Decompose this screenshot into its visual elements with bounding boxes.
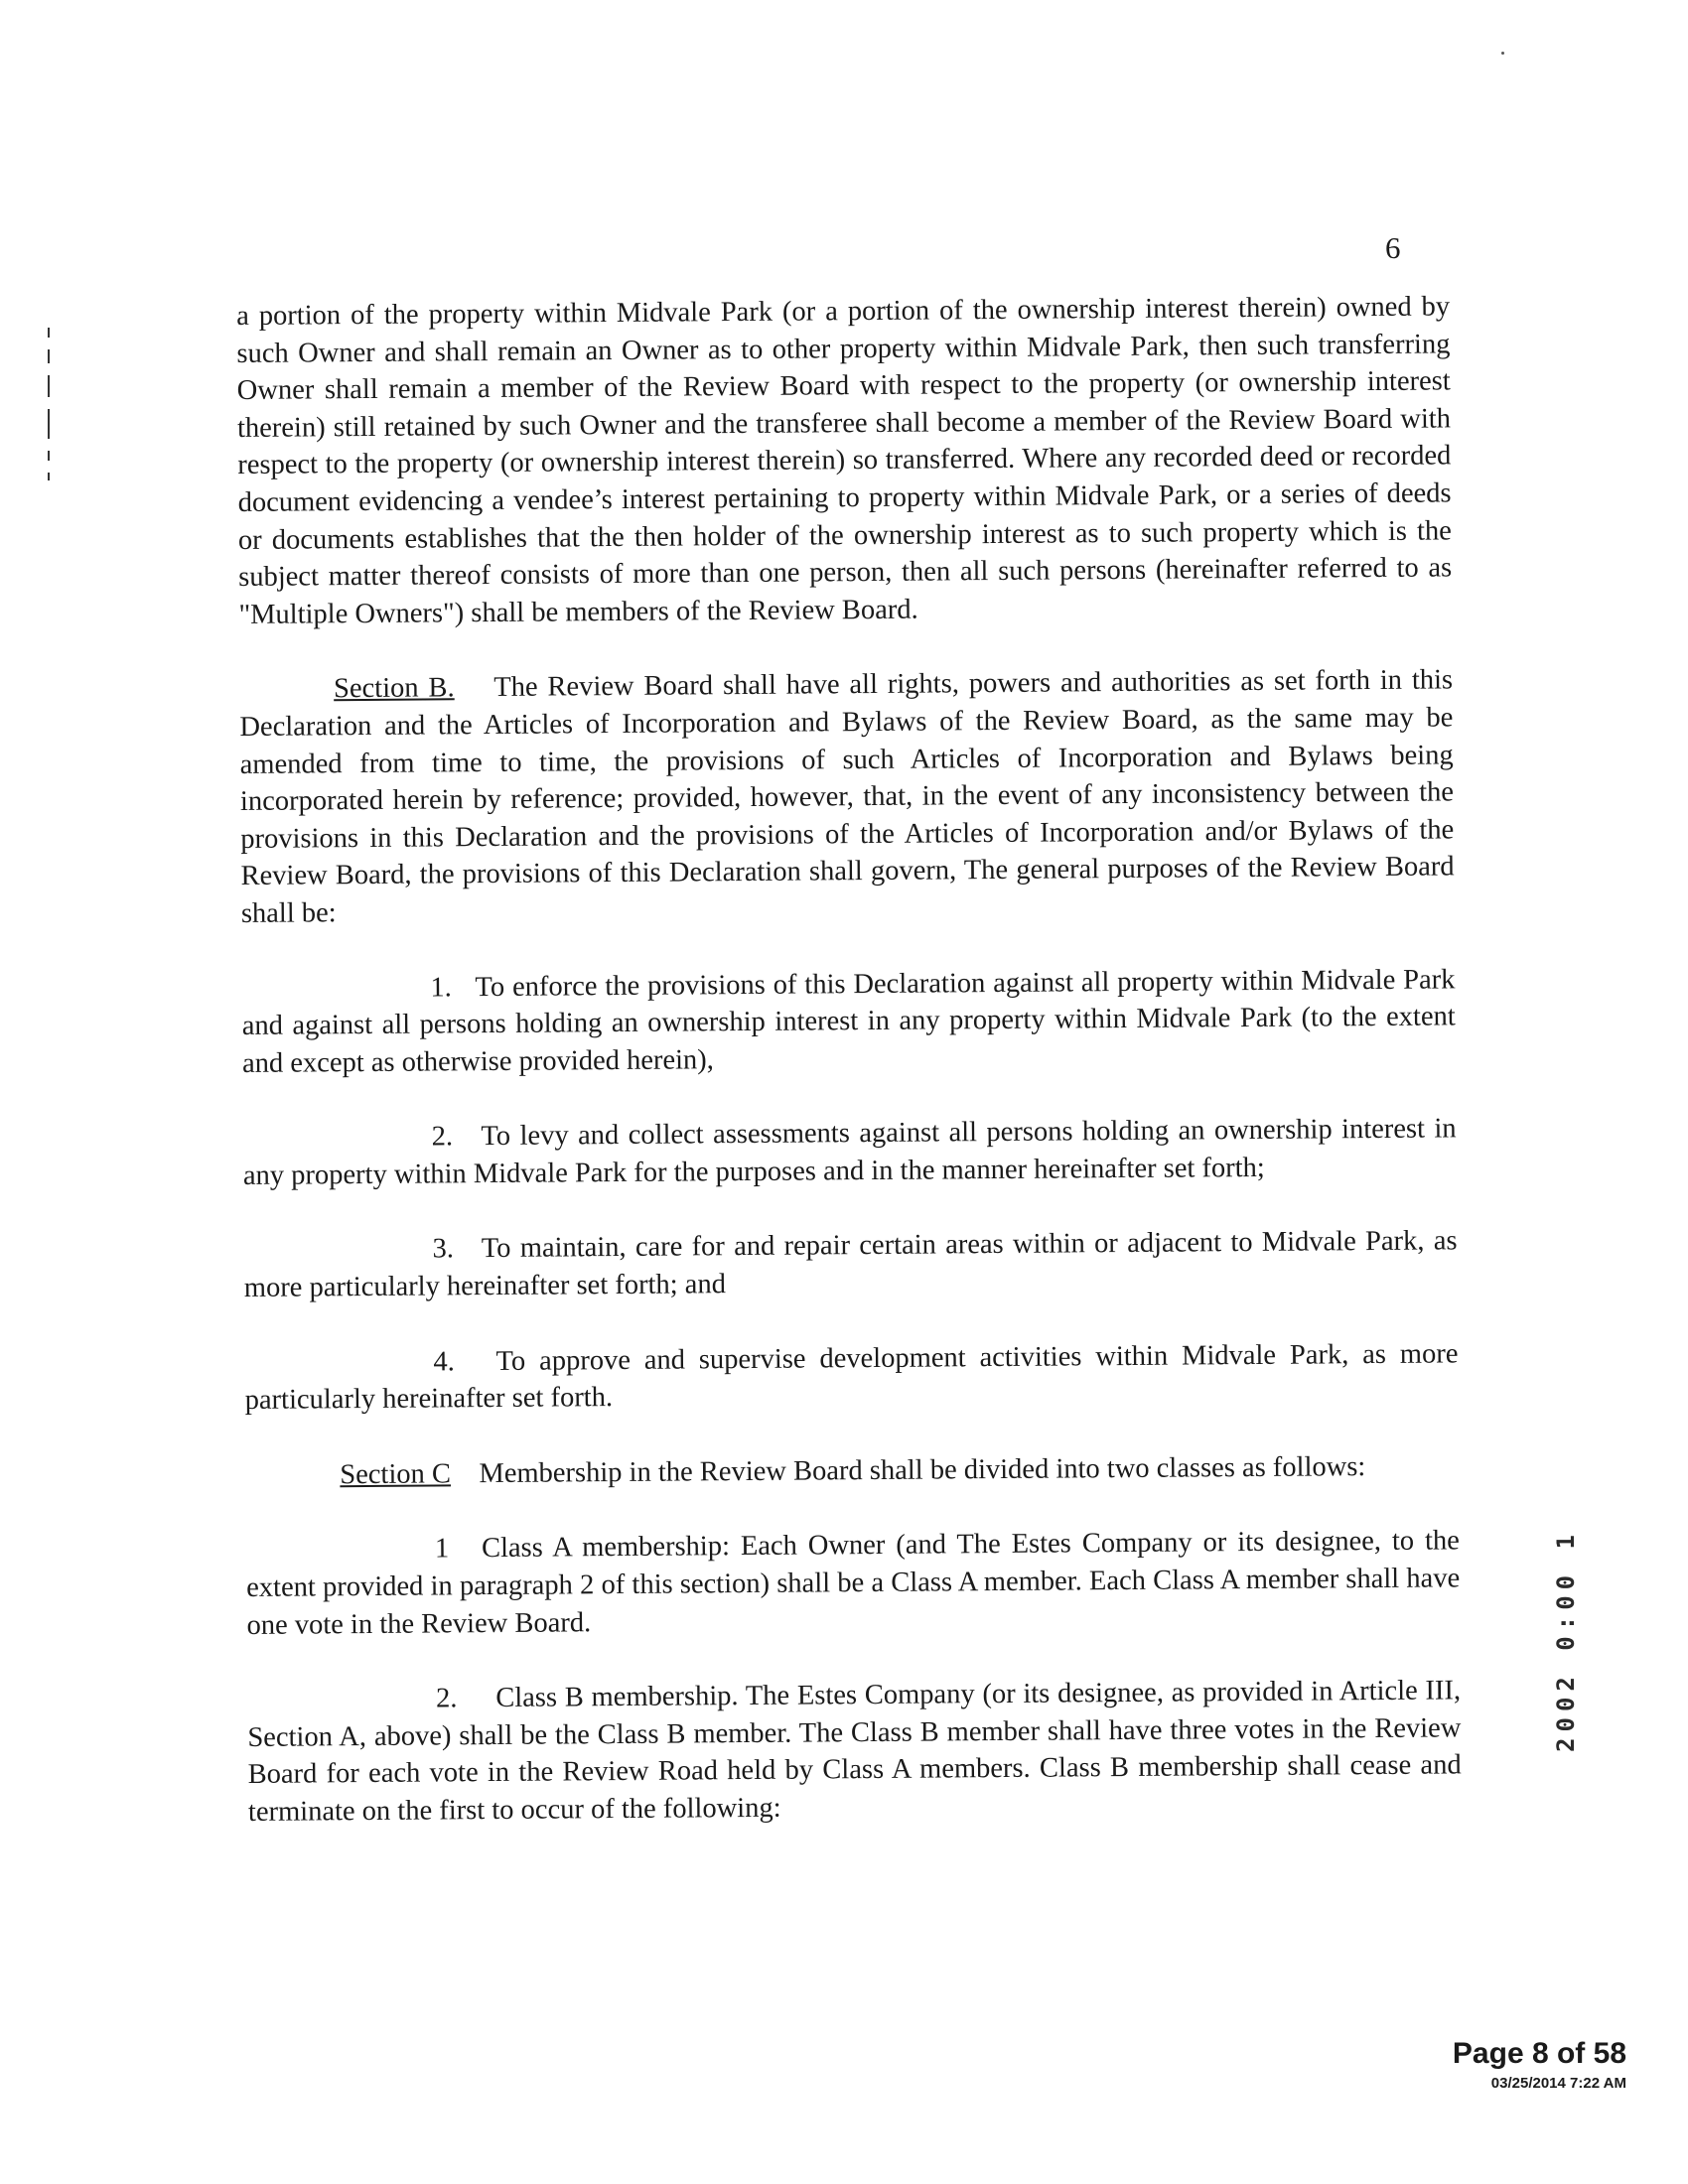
membership-class-a-number: 1 (434, 1533, 450, 1565)
purpose-item-4-text: To approve and supervise development activities within Midvale Park, as more particularly hereinafter set forth. (244, 1338, 1459, 1417)
section-b-paragraph (239, 662, 1455, 933)
purpose-item-3-number: 3. (432, 1233, 455, 1265)
membership-class-b (247, 1673, 1462, 1832)
purpose-item-1-number: 1. (430, 971, 452, 1003)
purpose-item-1 (241, 961, 1456, 1082)
purpose-item-2-text: To levy and collect assessments against all persons holding an ownership interest in any property within Midvale Park for the purposes and in the manner hereinafter set forth; (242, 1113, 1457, 1191)
purpose-item-3 (243, 1223, 1458, 1307)
membership-class-a-text: Class A membership: Each Owner (and The Estes Company or its designee, to the extent provided in paragraph 2 of this section) shall be a Class A member. Each Class A member shall have one vote in the Review Board. (246, 1525, 1461, 1641)
section-b-heading: Section B. (333, 672, 455, 705)
purpose-item-1-text: To enforce the provisions of this Declaration against all property within Midvale Park and against all persons holding an ownership interest in any property within Midvale Park (to the extent and except as otherwise provided herein), (241, 963, 1456, 1079)
purpose-item-2 (243, 1111, 1458, 1195)
membership-class-b-text: Class B membership. The Estes Company (or its designee, as provided in Article III, Section A, above) shall be the Class B member. The Class B member shall have three votes in the Review Board for each vote in the Review Road held by Class A members. Class B membership shall cease and terminate on the first to occur of the following: (247, 1675, 1462, 1828)
page-number: 6 (1385, 230, 1401, 265)
purpose-item-3-text: To maintain, care for and repair certain areas within or adjacent to Midvale Park, as more particularly hereinafter set forth; and (243, 1225, 1458, 1304)
purpose-item-4 (244, 1335, 1459, 1420)
margin-revision-marks (48, 328, 52, 506)
footer-timestamp: 03/25/2014 7:22 AM (1490, 2075, 1626, 2092)
recording-stamp: 2002 0:00 1 (1552, 1529, 1580, 1752)
section-c-heading: Section C (340, 1458, 452, 1491)
paragraph-continuation: a portion of the property within Midvale Park (or a portion of the ownership interest therein) owned by such Owner and shall remain an Owner as to other property within Midvale Park, then such transferring Owner shall remain a member of the Review Board with respect to the property (or ownership interest therein) still retained by such Owner and the transferee shall become a member of the Review Board with respect to the property (or ownership interest therein) so transferred. Where any recorded deed or recorded document evidencing a vendee’s interest pertaining to property within Midvale Park, or a series of deeds or documents establishes that the then holder of the ownership interest as to such property which is the subject matter thereof consists of more than one person, then all such persons (hereinafter referred to as "Multiple Owners") shall be members of the Review Board. (236, 291, 1453, 630)
section-c-paragraph (245, 1447, 1459, 1494)
scan-speck (1501, 52, 1504, 55)
purpose-item-4-number: 4. (433, 1345, 455, 1378)
footer-page-label: Page 8 of 58 (1452, 2037, 1626, 2070)
section-b-text: The Review Board shall have all rights, powers and authorities as set forth in this Declaration and the Articles of Incorporation and Bylaws of the Review Board, as the same may be amended from time to time, the provisions of such Articles of Incorporation and Bylaws being incorporated herein by reference; provided, however, that, in the event of any inconsistency between the provisions in this Declaration and the provisions of the Articles of Incorporation and/or Bylaws of the Review Board, the provisions of this Declaration shall govern, The general purposes of the Review Board shall be: (239, 664, 1455, 929)
membership-class-b-number: 2. (435, 1683, 458, 1714)
membership-class-a (246, 1523, 1461, 1644)
section-c-text: Membership in the Review Board shall be divided into two classes as follows: (479, 1450, 1366, 1489)
purpose-item-2-number: 2. (431, 1121, 454, 1153)
document-body (236, 288, 1462, 1868)
